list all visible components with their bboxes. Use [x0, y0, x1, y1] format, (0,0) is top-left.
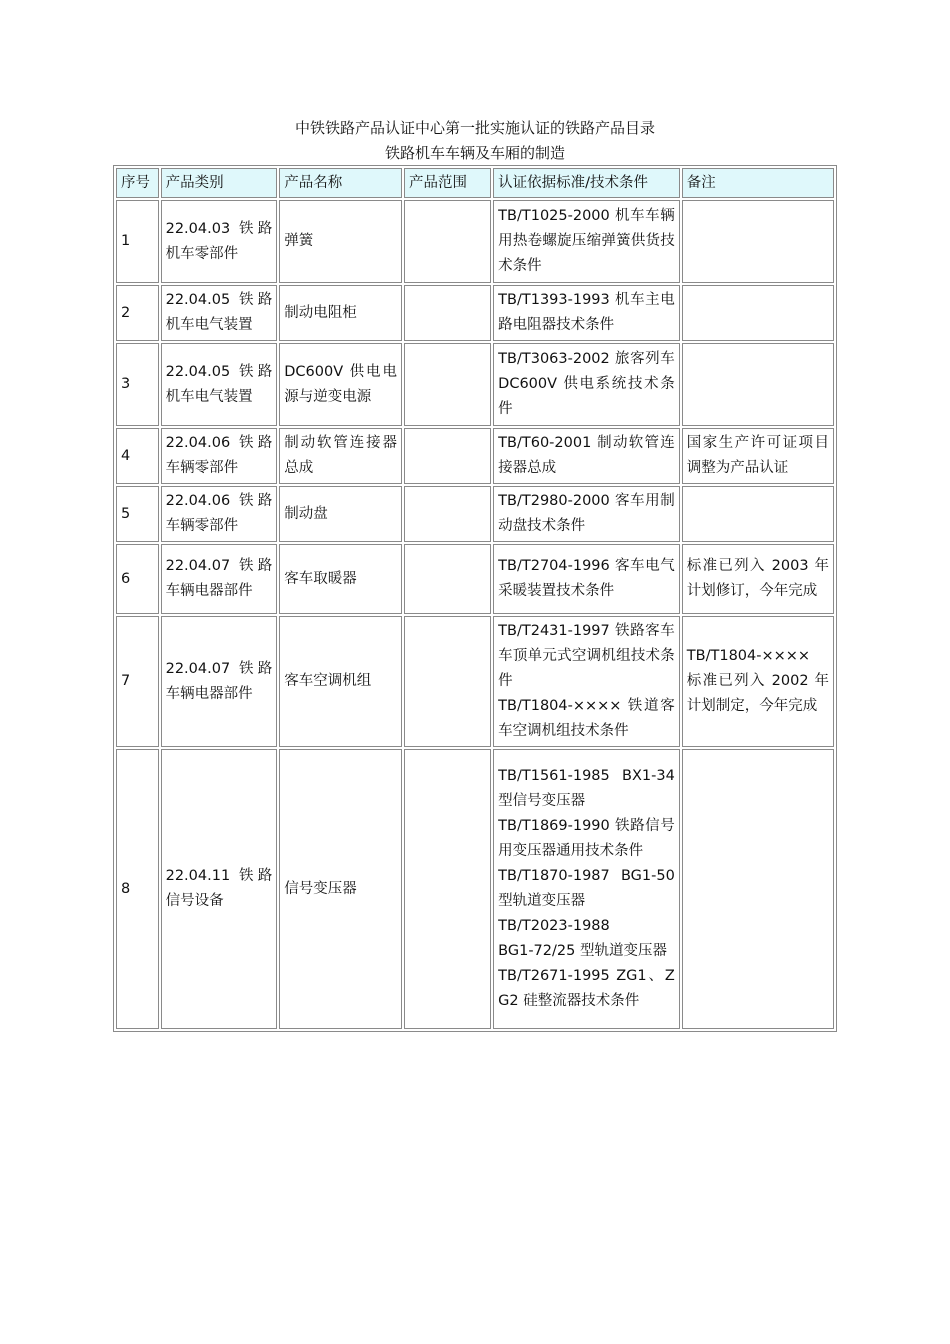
- header-no: 序号: [116, 168, 159, 198]
- cell-remark: [682, 749, 834, 1029]
- cell-no: 7: [116, 616, 159, 747]
- cell-product-name: 弹簧: [279, 200, 402, 283]
- cell-product-name: 客车取暖器: [279, 544, 402, 614]
- cell-remark: [682, 200, 834, 283]
- document-title: 中铁铁路产品认证中心第一批实施认证的铁路产品目录: [294, 119, 655, 137]
- table-row: [116, 749, 834, 1029]
- cell-no: 3: [116, 343, 159, 426]
- cell-remark: TB/T1804-×××× 标准已列入 2002 年计划制定，今年完成: [682, 616, 834, 747]
- cell-category: 22.04.07 铁路车辆电器部件: [161, 616, 278, 747]
- header-name: 产品名称: [279, 168, 402, 198]
- cell-category: 22.04.06 铁路车辆零部件: [161, 486, 278, 542]
- cell-remark: [682, 486, 834, 542]
- standard-citation: TB/T3063-2002 旅客列车 DC600V 供电系统技术条件: [498, 351, 675, 417]
- cell-scope: [404, 486, 491, 542]
- cell-category: 22.04.07 铁路车辆电器部件: [161, 544, 278, 614]
- cell-remark: [682, 285, 834, 341]
- cell-category: 22.04.05 铁路机车电气装置: [161, 343, 278, 426]
- table-row: [116, 285, 834, 341]
- standard-citation: TB/T1804-×××× 铁道客车空调机组技术条件: [498, 698, 675, 739]
- cell-standards: [493, 200, 680, 283]
- standard-citation: TB/T1025-2000 机车车辆用热卷螺旋压缩弹簧供货技术条件: [498, 208, 675, 274]
- table-row: [116, 200, 834, 283]
- cell-product-name: 信号变压器: [279, 749, 402, 1029]
- table-row: [116, 616, 834, 747]
- cell-scope: [404, 285, 491, 341]
- table-row: [116, 486, 834, 542]
- cell-remark: 标准已列入 2003 年计划修订，今年完成: [682, 544, 834, 614]
- cell-product-name: 制动软管连接器总成: [279, 428, 402, 484]
- cell-product-name: DC600V 供电电源与逆变电源: [279, 343, 402, 426]
- cell-product-name: 制动电阻柜: [279, 285, 402, 341]
- header-remark: 备注: [682, 168, 834, 198]
- document-subtitle: 铁路机车车辆及车厢的制造: [384, 144, 565, 162]
- cell-remark: [682, 343, 834, 426]
- table-row: [116, 544, 834, 614]
- cell-scope: [404, 749, 491, 1029]
- table-row: [116, 428, 834, 484]
- cell-standards: [493, 616, 680, 747]
- cell-no: 6: [116, 544, 159, 614]
- cell-no: 8: [116, 749, 159, 1029]
- cell-standards: [493, 544, 680, 614]
- standard-citation: TB/T2704-1996 客车电气采暖装置技术条件: [498, 558, 675, 599]
- cell-no: 4: [116, 428, 159, 484]
- table-body: [116, 200, 834, 1029]
- table-row: [116, 343, 834, 426]
- header-scope: 产品范围: [404, 168, 491, 198]
- cell-no: 2: [116, 285, 159, 341]
- cell-standards: [493, 486, 680, 542]
- product-catalog-table: [113, 165, 837, 1032]
- standard-citation: TB/T1870-1987 BG1-50 型轨道变压器: [498, 868, 675, 909]
- cell-category: 22.04.05 铁路机车电气装置: [161, 285, 278, 341]
- standard-citation: TB/T60-2001 制动软管连接器总成: [498, 435, 675, 476]
- standard-citation: TB/T2431-1997 铁路客车车顶单元式空调机组技术条件: [498, 623, 675, 689]
- cell-no: 5: [116, 486, 159, 542]
- standard-citation: TB/T1393-1993 机车主电路电阻器技术条件: [498, 292, 675, 333]
- cell-scope: [404, 428, 491, 484]
- standard-citation: BG1-72/25 型轨道变压器: [498, 943, 667, 959]
- standard-citation: TB/T1869-1990 铁路信号用变压器通用技术条件: [498, 818, 675, 859]
- standard-citation: TB/T2023-1988: [498, 918, 610, 934]
- cell-standards: [493, 285, 680, 341]
- cell-product-name: 制动盘: [279, 486, 402, 542]
- cell-scope: [404, 200, 491, 283]
- table-header-row: [116, 168, 834, 198]
- header-standards: 认证依据标准/技术条件: [493, 168, 680, 198]
- standard-citation: TB/T2671-1995 ZG1、ZG2 硅整流器技术条件: [498, 968, 675, 1009]
- cell-standards: [493, 749, 680, 1029]
- cell-scope: [404, 544, 491, 614]
- cell-remark: 国家生产许可证项目调整为产品认证: [682, 428, 834, 484]
- cell-scope: [404, 343, 491, 426]
- cell-product-name: 客车空调机组: [279, 616, 402, 747]
- cell-scope: [404, 616, 491, 747]
- cell-category: 22.04.11 铁路信号设备: [161, 749, 278, 1029]
- header-category: 产品类别: [161, 168, 278, 198]
- standard-citation: TB/T1561-1985 BX1-34 型信号变压器: [498, 768, 675, 809]
- cell-standards: [493, 343, 680, 426]
- cell-category: 22.04.06 铁路车辆零部件: [161, 428, 278, 484]
- cell-no: 1: [116, 200, 159, 283]
- cell-category: 22.04.03 铁路机车零部件: [161, 200, 278, 283]
- cell-standards: [493, 428, 680, 484]
- standard-citation: TB/T2980-2000 客车用制动盘技术条件: [498, 493, 675, 534]
